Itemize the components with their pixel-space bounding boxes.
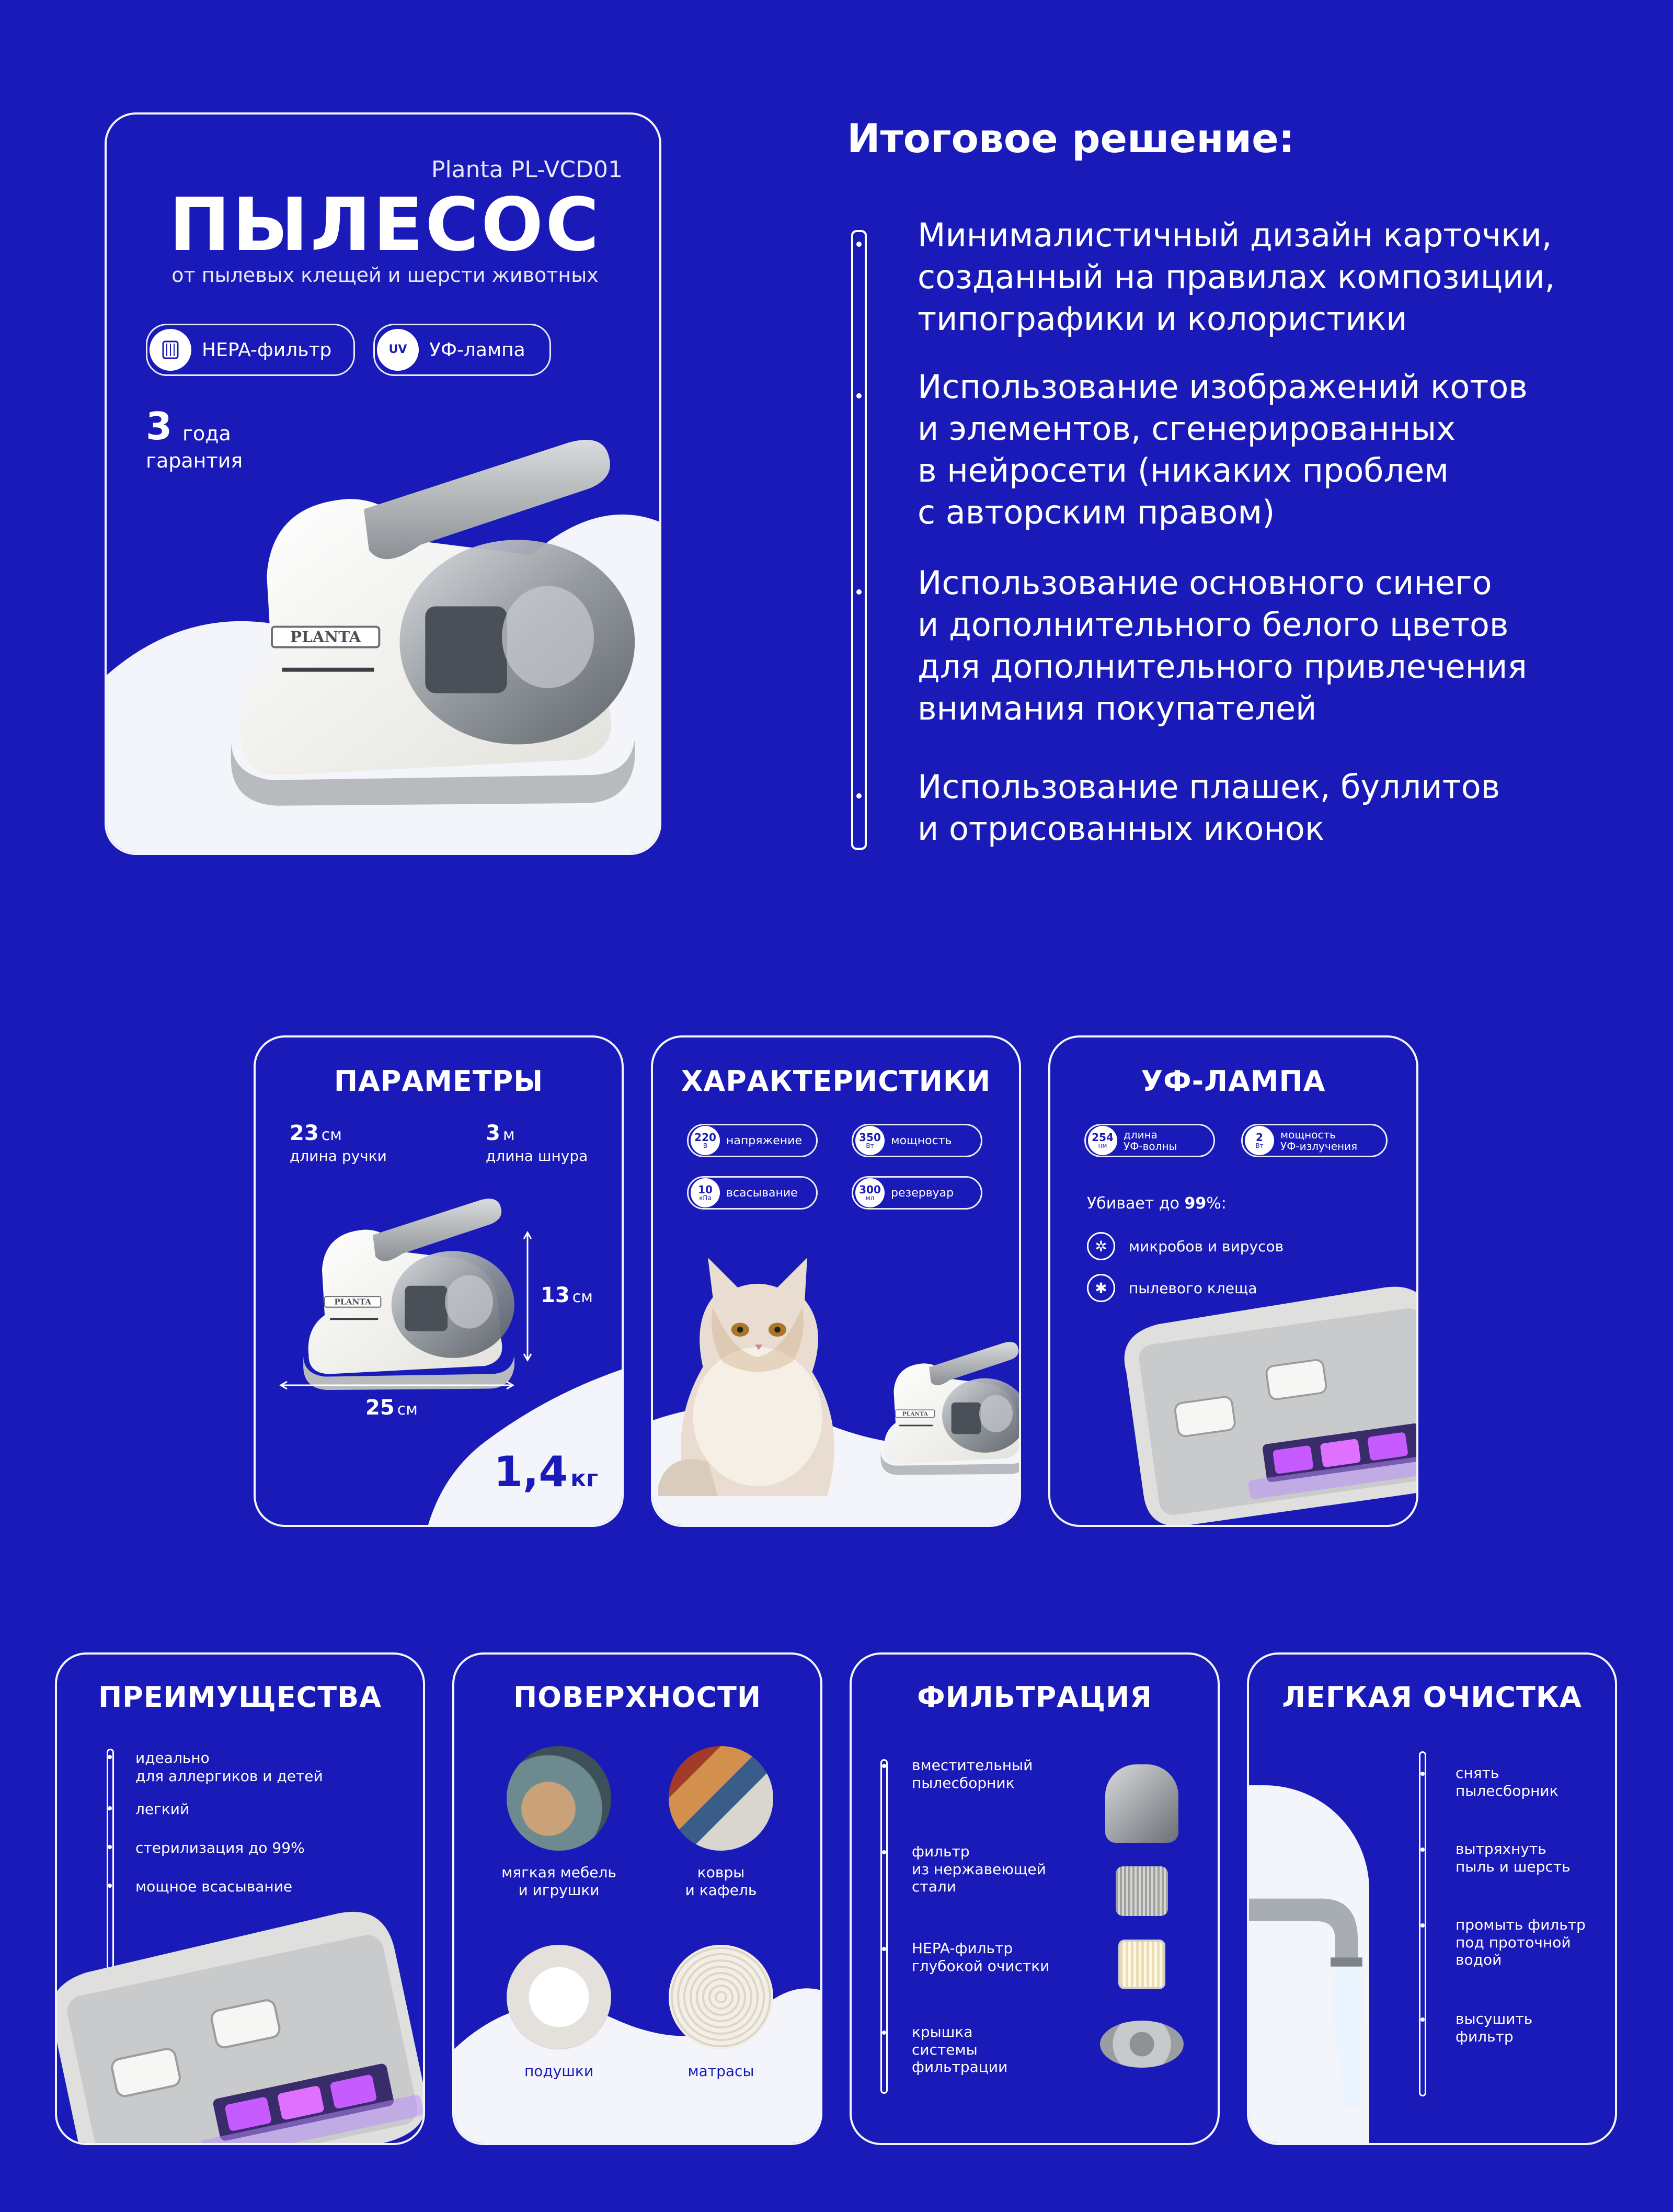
filter-icon: [150, 329, 191, 371]
handle-label: длина ручки: [290, 1147, 387, 1165]
filtration-line: пылесборник: [912, 1774, 1015, 1792]
summary-item-line: созданный на правилах композиции,: [918, 258, 1555, 296]
uv-p2-num: 2: [1256, 1131, 1263, 1144]
cleaning-item: [1456, 2010, 1532, 2045]
summary-item-line: Минималистичный дизайн карточки,: [918, 216, 1552, 254]
uv-p2-unit: Вт: [1255, 1142, 1264, 1149]
hepa-filter-image: [1118, 1940, 1165, 1989]
surface-caption-line: ковры: [697, 1864, 745, 1881]
summary-item-line: Использование плашек, буллитов: [918, 768, 1500, 806]
uv-card: [1048, 1035, 1418, 1527]
hepa-label: HEPA-фильтр: [202, 339, 332, 361]
hero-vacuum-image: [180, 418, 640, 815]
summary-title: Итоговое решение:: [847, 115, 1295, 162]
cleaning-line: водой: [1456, 1951, 1502, 1969]
cord-num: 3: [486, 1121, 500, 1145]
cleaning-bullet-dot: [1420, 1848, 1425, 1852]
advantage-item: [135, 1877, 292, 1896]
width-num: 25: [365, 1396, 395, 1420]
advantage-item: [135, 1839, 305, 1857]
advantages-card: [55, 1652, 425, 2145]
summary-bullet-dot: [856, 393, 862, 398]
advantage-line: стерилизация до 99%: [135, 1839, 305, 1856]
hero-card: [105, 112, 661, 855]
cleaning-bullet-dot: [1420, 1772, 1425, 1776]
handle-num: 23: [290, 1121, 319, 1145]
hepa-badge: [146, 324, 355, 376]
weight-spec: [494, 1447, 598, 1496]
specs-vacuum-image: [862, 1309, 1021, 1503]
filtration-item: [912, 2023, 1007, 2076]
uv-underside-image: [1098, 1267, 1418, 1527]
width-spec: [365, 1396, 418, 1420]
surface-caption-line: и игрушки: [518, 1881, 600, 1899]
uv-wavelength-pill: [1084, 1124, 1215, 1157]
uv-kills-prefix: Убивает до: [1087, 1194, 1185, 1213]
height-spec: [541, 1283, 593, 1307]
spec-label: всасывание: [726, 1186, 798, 1200]
pillow-image: [507, 1945, 611, 2049]
filtration-line: HEPA-фильтр: [912, 1940, 1013, 1957]
surface-caption-line: и кафель: [685, 1881, 757, 1899]
uv-p1-l1: длина: [1124, 1128, 1158, 1141]
filtration-item: [912, 1843, 1046, 1896]
advantage-line: для аллергиков и детей: [135, 1768, 323, 1785]
filtration-line: крышка: [912, 2023, 973, 2040]
hero-title: ПЫЛЕСОС: [169, 183, 601, 268]
surfaces-title: ПОВЕРХНОСТИ: [513, 1681, 762, 1714]
advantage-item: [135, 1749, 323, 1785]
weight-unit: кг: [570, 1465, 598, 1492]
mite-icon: ✱: [1087, 1274, 1115, 1302]
uv-p1-unit: нм: [1098, 1142, 1107, 1149]
uv-icon: [377, 329, 419, 371]
filtration-item: [912, 1757, 1033, 1792]
filtration-bullet-dot: [882, 1850, 886, 1854]
spec-num: 300: [859, 1183, 881, 1196]
summary-item-line: с авторским правом): [918, 493, 1275, 531]
surface-caption-line: мягкая мебель: [501, 1864, 616, 1881]
spec-unit: мл: [865, 1194, 875, 1202]
summary-item-line: внимания покупателей: [918, 689, 1317, 727]
warranty-text2: гарантия: [146, 449, 243, 472]
cleaning-bullet-dot: [1420, 1923, 1425, 1928]
filtration-line: фильтрации: [912, 2058, 1008, 2076]
spec-pill: [687, 1124, 818, 1157]
surface-caption: [486, 1864, 632, 1899]
cord-spec: [486, 1121, 588, 1165]
hero-model: Planta PL-VCD01: [431, 156, 623, 183]
summary-item-line: Использование изображений котов: [918, 368, 1528, 406]
summary-item-line: и дополнительного белого цветов: [918, 606, 1509, 644]
uv-kills-value: 99: [1184, 1194, 1207, 1213]
filtration-line: из нержавеющей: [912, 1860, 1046, 1878]
uv-label: УФ-лампа: [429, 339, 525, 361]
filtration-line: вместительный: [912, 1757, 1033, 1774]
cleaning-title: ЛЕГКАЯ ОЧИСТКА: [1282, 1681, 1582, 1714]
summary-item: [918, 766, 1500, 850]
spec-label: напряжение: [726, 1134, 803, 1147]
params-card: [254, 1035, 624, 1527]
faucet-image: [1249, 1832, 1385, 2145]
spec-pill: [852, 1176, 982, 1210]
spec-pill: [852, 1124, 982, 1157]
filtration-bullet-dot: [882, 2031, 886, 2035]
spec-unit: кПа: [699, 1194, 712, 1202]
dust-container-image: [1105, 1764, 1178, 1843]
uv-p1-l2: УФ-волны: [1124, 1140, 1177, 1153]
summary-item-line: для дополнительного привлечения: [918, 647, 1527, 686]
filtration-line: глубокой очистки: [912, 1957, 1050, 1975]
cord-unit: м: [502, 1126, 515, 1144]
filter-cover-image: [1100, 2021, 1184, 2068]
spec-num: 220: [694, 1131, 716, 1144]
weight-num: 1,4: [494, 1447, 568, 1496]
handle-spec: [290, 1121, 387, 1165]
specs-card: [651, 1035, 1021, 1527]
width-unit: см: [397, 1400, 418, 1419]
cleaning-line: вытряхнуть: [1456, 1840, 1546, 1857]
advantages-title: ПРЕИМУЩЕСТВА: [98, 1681, 382, 1714]
params-title: ПАРАМЕТРЫ: [334, 1065, 544, 1098]
hero-subtitle: от пылевых клещей и шерсти животных: [171, 264, 599, 287]
surface-caption: [648, 1864, 794, 1899]
spec-num: 350: [859, 1131, 881, 1144]
specs-title: ХАРАКТЕРИСТИКИ: [681, 1065, 991, 1098]
handle-unit: см: [321, 1126, 342, 1144]
summary-bullet-line: [851, 230, 867, 850]
cleaning-line: под проточной: [1456, 1933, 1571, 1951]
height-num: 13: [541, 1283, 570, 1307]
spec-label: резервуар: [891, 1186, 954, 1200]
advantage-line: мощное всасывание: [135, 1878, 293, 1895]
filtration-bullet-line: [880, 1759, 888, 2094]
advantage-line: идеально: [135, 1749, 210, 1766]
uv-power-pill: [1241, 1124, 1388, 1157]
height-arrow: [522, 1231, 533, 1362]
height-unit: см: [572, 1288, 593, 1306]
advantage-item: [135, 1800, 189, 1818]
surface-caption: [486, 2062, 632, 2080]
warranty-text1: года: [182, 422, 231, 445]
uv-kills-suffix: %:: [1206, 1194, 1227, 1213]
virus-icon: ✲: [1087, 1232, 1115, 1260]
filtration-bullet-dot: [882, 1764, 886, 1768]
spec-num: 10: [698, 1183, 713, 1196]
width-arrow: [279, 1380, 514, 1390]
filtration-title: ФИЛЬТРАЦИЯ: [917, 1681, 1152, 1714]
uv-title: УФ-ЛАМПА: [1141, 1065, 1326, 1098]
cleaning-bullet-dot: [1420, 2017, 1425, 2022]
uv-mark: UV: [388, 343, 407, 356]
cleaning-line: промыть фильтр: [1456, 1916, 1586, 1933]
advantages-bullet-dot: [108, 1845, 112, 1849]
cleaning-line: высушить: [1456, 2010, 1533, 2027]
summary-item: [918, 366, 1528, 533]
cord-label: длина шнура: [486, 1147, 588, 1165]
filtration-line: фильтр: [912, 1843, 970, 1860]
advantage-line: легкий: [135, 1800, 190, 1818]
cleaning-item: [1456, 1916, 1586, 1969]
spec-unit: Вт: [866, 1142, 874, 1149]
summary-item: [918, 214, 1555, 340]
mattress-image: [669, 1945, 773, 2049]
uv-p2-l2: УФ-излучения: [1280, 1140, 1358, 1153]
surface-caption: [648, 2062, 794, 2080]
uv-kills-text: [1087, 1194, 1227, 1213]
filtration-card: [850, 1652, 1220, 2145]
filtration-bullet-dot: [882, 1947, 886, 1951]
summary-bullet-dot: [856, 793, 862, 799]
uv-item2: пылевого клеща: [1129, 1280, 1257, 1297]
warranty-num: 3: [146, 404, 173, 448]
sofa-image: [507, 1746, 611, 1851]
surface-caption-line: подушки: [524, 2062, 594, 2080]
cleaning-item: [1456, 1764, 1559, 1799]
spec-unit: В: [703, 1142, 708, 1149]
uv-badge: [373, 324, 551, 376]
cleaning-line: фильтр: [1456, 2027, 1514, 2045]
params-vacuum-image: [277, 1189, 517, 1393]
filtration-item: [912, 1940, 1049, 1975]
spec-label: мощность: [891, 1134, 952, 1147]
cleaning-line: пылесборник: [1456, 1782, 1559, 1799]
cat-image: [658, 1236, 857, 1498]
advantages-bullet-dot: [108, 1884, 112, 1888]
uv-p2-l1: мощность: [1280, 1128, 1336, 1141]
summary-bullet-dot: [856, 242, 862, 247]
summary-item: [918, 562, 1527, 729]
surfaces-card: [452, 1652, 822, 2145]
summary-item-line: Использование основного синего: [918, 564, 1492, 602]
summary-item-line: в нейросети (никаких проблем: [918, 451, 1449, 489]
cleaning-line: пыль и шерсть: [1456, 1857, 1571, 1875]
cleaning-card: [1247, 1652, 1617, 2145]
filtration-line: стали: [912, 1878, 956, 1896]
spec-pill: [687, 1176, 818, 1210]
advantages-bullet-dot: [108, 1755, 112, 1759]
uv-item1: микробов и вирусов: [1129, 1238, 1284, 1255]
cleaning-item: [1456, 1840, 1571, 1875]
cleaning-line: снять: [1456, 1764, 1499, 1782]
summary-item-line: типографики и колористики: [918, 300, 1407, 338]
summary-bullet-dot: [856, 589, 862, 595]
carpet-image: [669, 1746, 773, 1851]
summary-item-line: и отрисованных иконок: [918, 809, 1325, 848]
surface-caption-line: матрасы: [687, 2062, 754, 2080]
steel-filter-image: [1116, 1866, 1168, 1916]
advantages-bullet-dot: [108, 1806, 112, 1810]
summary-item-line: и элементов, сгенерированных: [918, 409, 1456, 448]
filtration-line: системы: [912, 2040, 978, 2058]
uv-p1-num: 254: [1092, 1131, 1114, 1144]
